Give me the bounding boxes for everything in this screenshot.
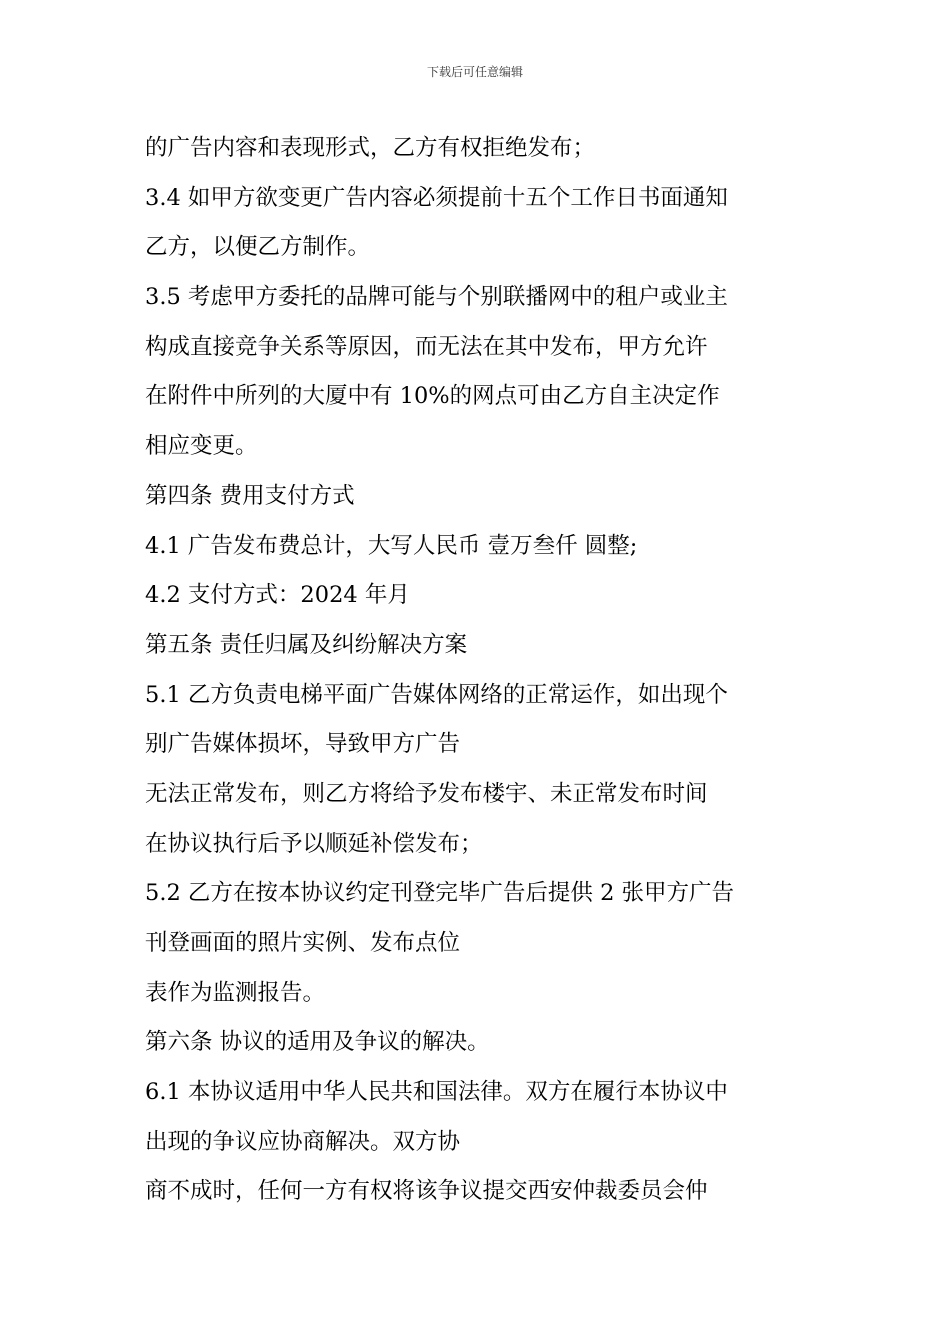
text-line: 别广告媒体损坏，导致甲方广告 <box>145 731 461 758</box>
section-heading: 第六条 协议的适用及争议的解决。 <box>145 1029 490 1056</box>
text-line: 无法正常发布，则乙方将给予发布楼宇、未正常发布时间 <box>145 780 708 807</box>
text-line: 乙方，以便乙方制作。 <box>145 234 371 261</box>
text-line: 表作为监测报告。 <box>145 979 326 1006</box>
document-body <box>145 124 810 1217</box>
text-line: 商不成时，任何一方有权将该争议提交西安仲裁委员会仲 <box>145 1178 708 1205</box>
text-line: 4.1 广告发布费总计，大写人民币 壹万叁仟 圆整; <box>145 532 638 559</box>
section-heading: 第四条 费用支付方式 <box>145 482 355 509</box>
text-line: 刊登画面的照片实例、发布点位 <box>145 930 461 956</box>
text-line: 5.2 乙方在按本协议约定刊登完毕广告后提供 2 张甲方广告 <box>145 880 735 907</box>
text-line: 在协议执行后予以顺延补偿发布； <box>145 830 483 857</box>
page-header: 下载后可任意编辑 <box>426 65 523 79</box>
text-line: 6.1 本协议适用中华人民共和国法律。双方在履行本协议中 <box>145 1079 728 1106</box>
text-line: 的广告内容和表现形式，乙方有权拒绝发布； <box>145 135 596 161</box>
text-line: 相应变更。 <box>145 433 258 460</box>
text-line: 3.5 考虑甲方委托的品牌可能与个别联播网中的租户或业主 <box>145 284 728 311</box>
text-line: 在附件中所列的大厦中有 10%的网点可由乙方自主决定作 <box>145 383 720 410</box>
text-line: 构成直接竞争关系等原因，而无法在其中发布，甲方允许 <box>145 333 708 360</box>
text-line: 出现的争议应协商解决。双方协 <box>145 1128 461 1155</box>
section-heading: 第五条 责任归属及纠纷解决方案 <box>145 631 468 658</box>
text-line: 3.4 如甲方欲变更广告内容必须提前十五个工作日书面通知 <box>145 184 728 211</box>
text-line: 5.1 乙方负责电梯平面广告媒体网络的正常运作，如出现个 <box>145 681 728 708</box>
text-line: 4.2 支付方式：2024 年月 <box>145 582 410 609</box>
